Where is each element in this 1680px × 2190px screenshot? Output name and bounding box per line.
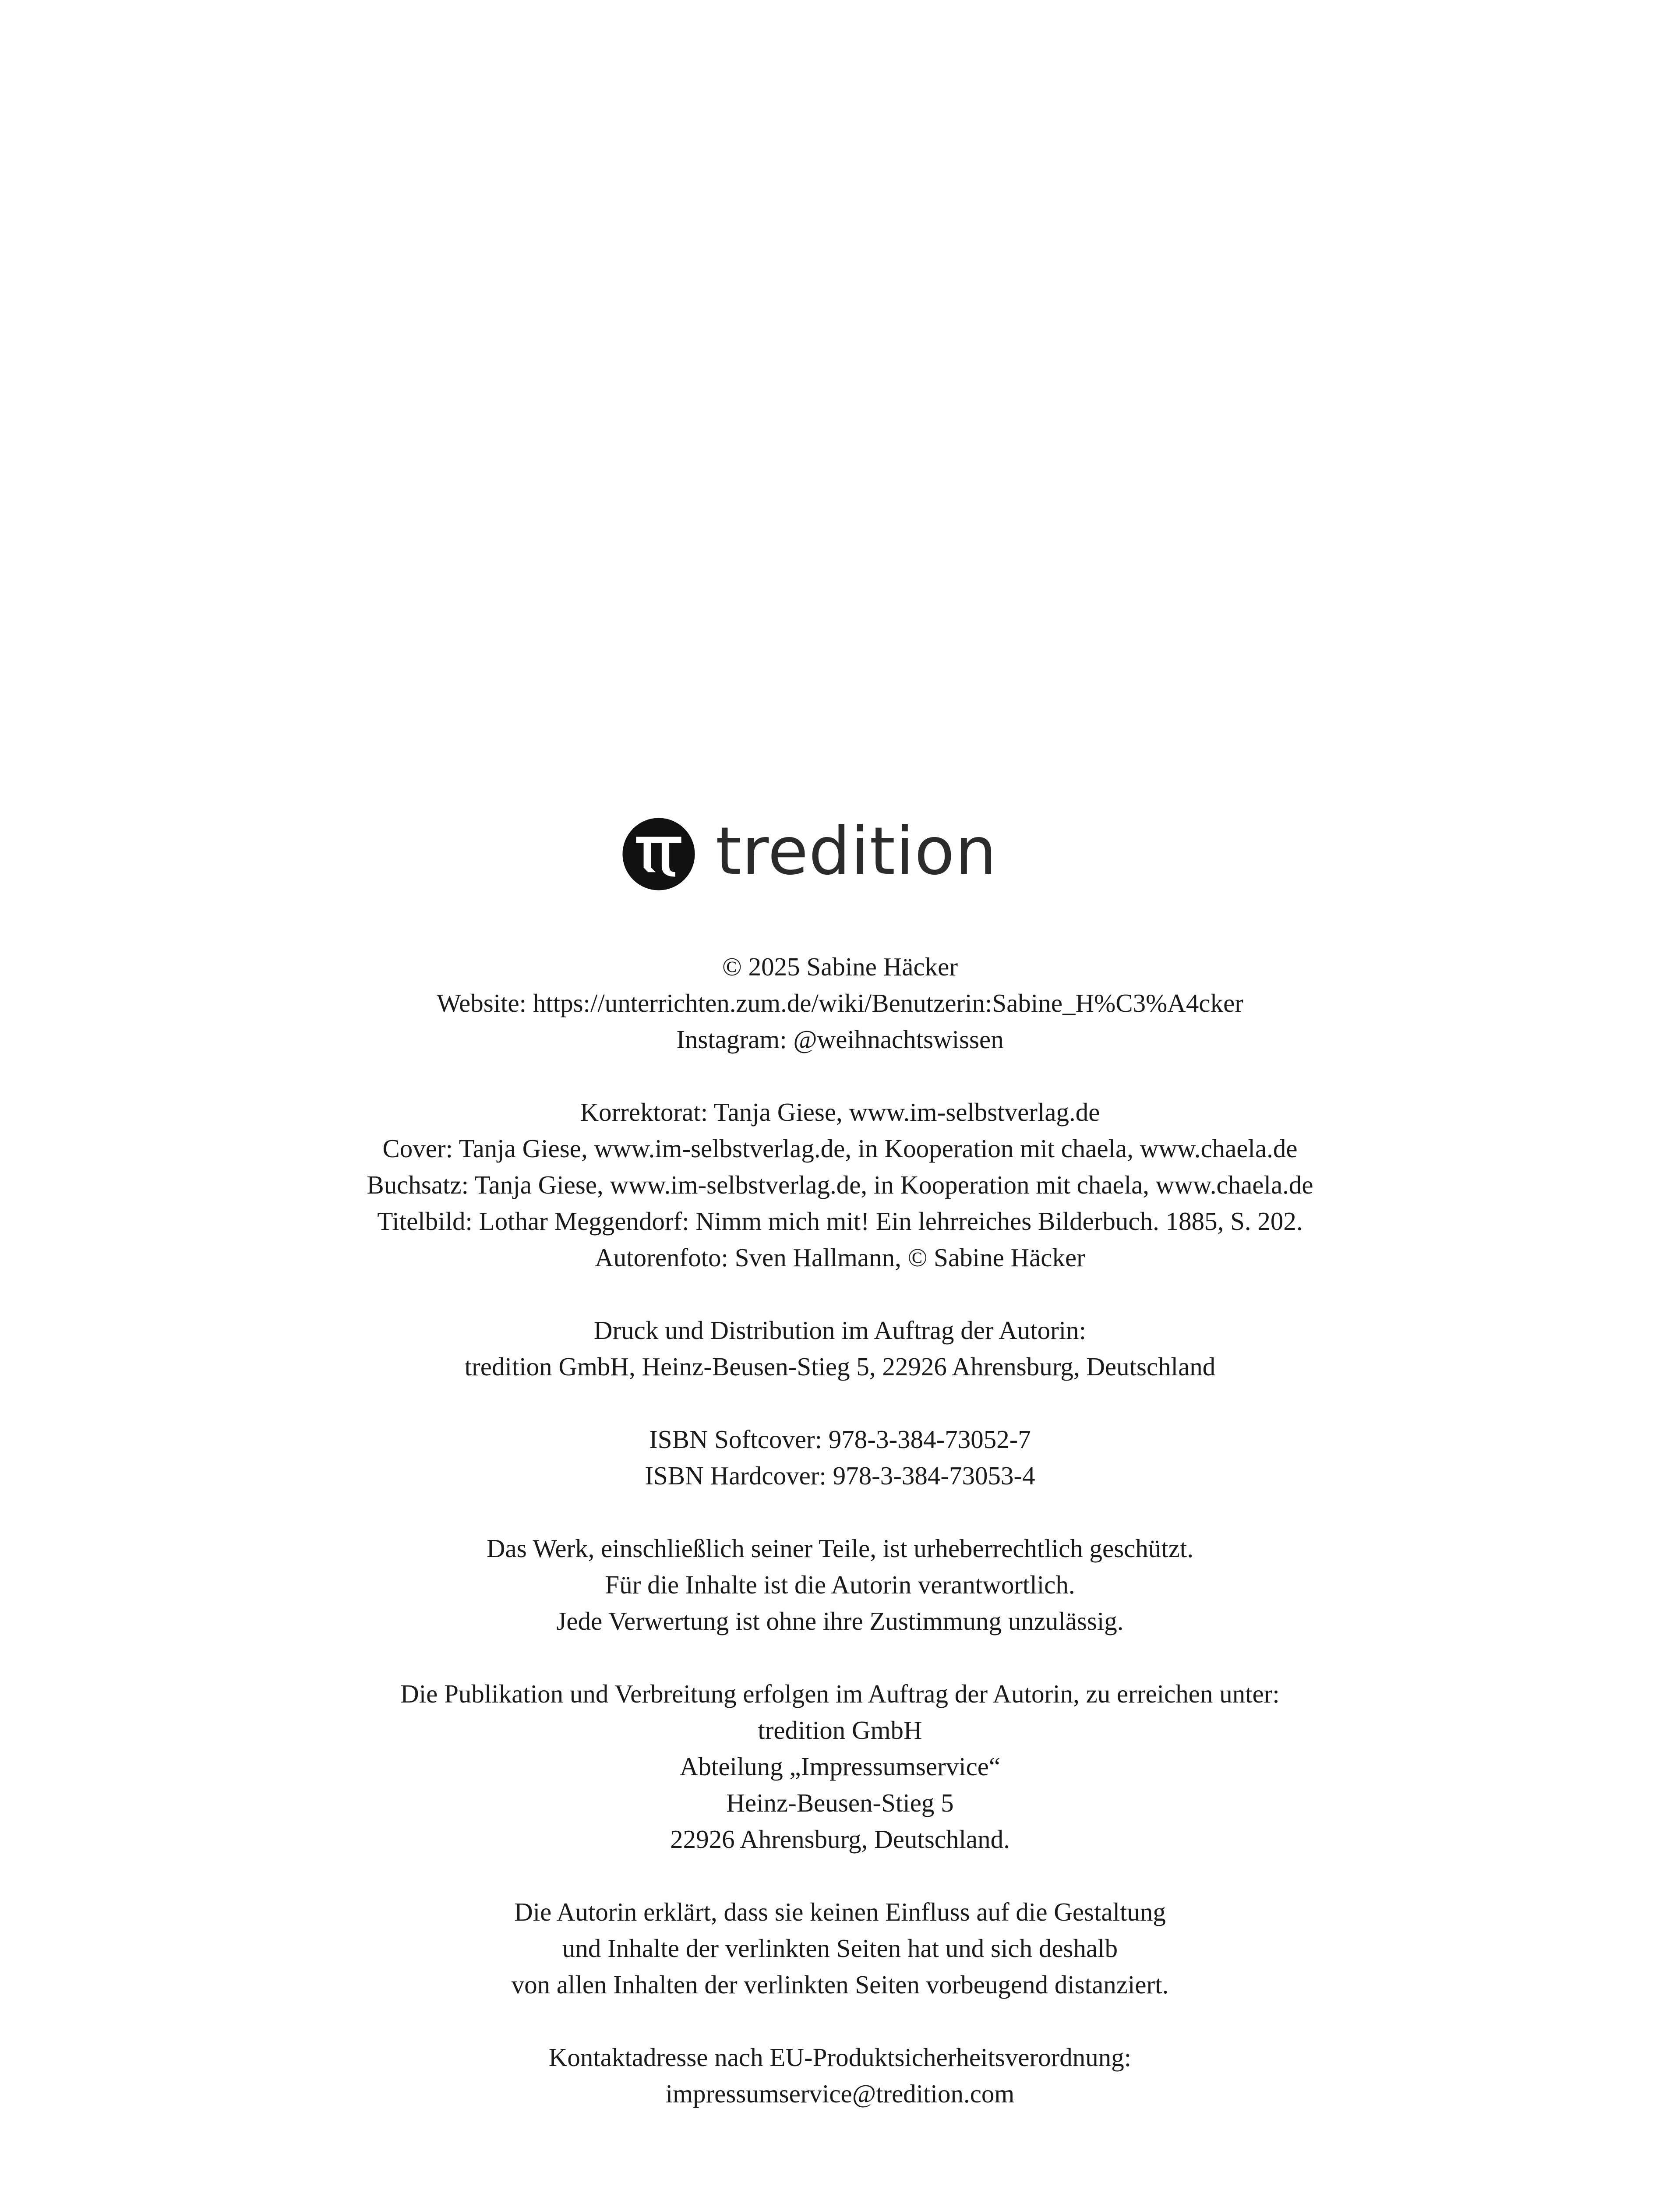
tredition-logo [621,812,997,896]
website-line: Website: https://unterrichten.zum.de/wiki/Benutzerin:Sabine_H%C3%A4cker [437,989,1243,1017]
publication-line: tredition GmbH [758,1716,922,1745]
disclaimer-line: von allen Inhalten der verlinkten Seiten vorbeugend distanziert. [511,1970,1169,1999]
publication-block [0,1676,1680,1858]
copyright-line: © 2025 Sabine Häcker [722,952,958,981]
publication-line: Heinz-Beusen-Stieg 5 [726,1788,954,1817]
rights-block [0,1530,1680,1639]
credits-block [0,1094,1680,1276]
contact-block [0,2039,1680,2112]
print-line: Druck und Distribution im Auftrag der Autorin: [593,1316,1087,1345]
contact-line: Kontaktadresse nach EU-Produktsicherheitsverordnung: [548,2043,1132,2072]
publication-line: Abteilung „Impressumservice“ [679,1752,1001,1781]
proofreading-line: Korrektorat: Tanja Giese, www.im-selbstverlag.de [580,1098,1100,1127]
disclaimer-block [0,1894,1680,2003]
author-photo-line: Autorenfoto: Sven Hallmann, © Sabine Häcker [595,1243,1085,1272]
imprint-text [0,949,1680,2148]
rights-line: Das Werk, einschließlich seiner Teile, ist urheberrechtlich geschützt. [486,1534,1194,1563]
isbn-hardcover-line: ISBN Hardcover: 978-3-384-73053-4 [645,1461,1035,1490]
disclaimer-line: und Inhalte der verlinkten Seiten hat und sich deshalb [562,1934,1118,1963]
cover-image-line: Titelbild: Lothar Meggendorf: Nimm mich mit! Ein lehrreiches Bilderbuch. 1885, S. 202. [377,1207,1303,1236]
instagram-line: Instagram: @weihnachtswissen [676,1025,1004,1054]
contact-email-line: impressumservice@tredition.com [665,2079,1015,2108]
isbn-softcover-line: ISBN Softcover: 978-3-384-73052-7 [649,1425,1031,1454]
typesetting-line: Buchsatz: Tanja Giese, www.im-selbstverlag.de, in Kooperation mit chaela, www.chaela.de [367,1170,1313,1199]
rights-line: Für die Inhalte ist die Autorin verantwortlich. [605,1570,1075,1599]
print-address-line: tredition GmbH, Heinz-Beusen-Stieg 5, 22926 Ahrensburg, Deutschland [464,1352,1216,1381]
print-block [0,1312,1680,1385]
publication-line: 22926 Ahrensburg, Deutschland. [670,1825,1010,1854]
tredition-logo-icon [621,816,696,892]
isbn-block [0,1421,1680,1494]
cover-line: Cover: Tanja Giese, www.im-selbstverlag.de, in Kooperation mit chaela, www.chaela.de [382,1134,1298,1163]
copyright-block [0,949,1680,1058]
tredition-logo-text: tredition [716,813,997,890]
rights-line: Jede Verwertung ist ohne ihre Zustimmung unzulässig. [556,1607,1124,1635]
publication-line: Die Publikation und Verbreitung erfolgen im Auftrag der Autorin, zu erreichen unter: [400,1679,1280,1708]
disclaimer-line: Die Autorin erklärt, dass sie keinen Einfluss auf die Gestaltung [514,1897,1166,1926]
